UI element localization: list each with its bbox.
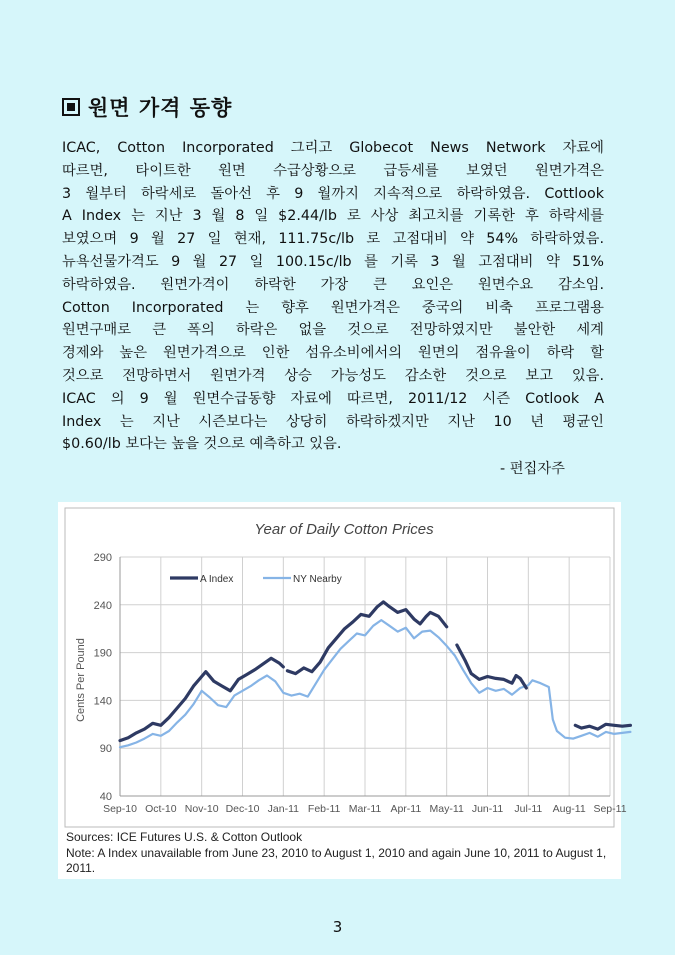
cotton-price-figure bbox=[58, 502, 627, 879]
paragraph-line: 따르면, 타이트한 원면 수급상황으로 급등세를 보였던 원면가격은 bbox=[62, 162, 604, 179]
paragraph-line: ICAC, Cotton Incorporated 그리고 Globecot News Network 자료에 bbox=[62, 140, 604, 156]
y-axis-label: Cents Per Pound bbox=[75, 638, 87, 722]
x-tick-label: Jun-11 bbox=[471, 803, 504, 815]
x-tick-label: Sep-11 bbox=[593, 803, 627, 815]
section-title: 원면 가격 동향 bbox=[88, 96, 233, 120]
x-tick-label: Dec-10 bbox=[225, 803, 260, 815]
x-tick-label: Sep-10 bbox=[103, 803, 137, 815]
x-tick-label: Nov-10 bbox=[184, 803, 219, 815]
x-tick-label: Jan-11 bbox=[267, 803, 299, 815]
y-tick-label: 290 bbox=[93, 552, 112, 564]
legend-label: A Index bbox=[200, 574, 234, 585]
paragraph-line: 것으로 전망하면서 원면가격 상승 가능성도 감소한 것으로 보고 있음. bbox=[62, 367, 604, 384]
paragraph-line: $0.60/lb 보다는 높을 것으로 예측하고 있음. bbox=[62, 436, 342, 453]
chart-sources bbox=[66, 830, 611, 877]
paragraph-line: ICAC 의 9 월 원면수급동향 자료에 따르면, 2011/12 시즌 Cotlook A bbox=[62, 390, 604, 407]
section-heading bbox=[62, 92, 232, 122]
note-line: Note: A Index unavailable from June 23, 2010 to August 1, 2010 and again June 10, 2011 to August 1, 2011. bbox=[66, 845, 607, 875]
x-tick-label: Oct-10 bbox=[145, 803, 177, 815]
paragraph-line: Index 는 지난 시즌보다는 상당히 하락하겠지만 지난 10 년 평균인 bbox=[62, 413, 604, 430]
sources-line: Sources: ICE Futures U.S. & Cotton Outlook bbox=[66, 830, 303, 844]
y-tick-label: 140 bbox=[93, 695, 112, 708]
cotton-price-chart bbox=[58, 502, 627, 827]
editor-signature: - 편집자주 bbox=[500, 461, 565, 477]
legend-label: NY Nearby bbox=[293, 574, 342, 585]
y-tick-label: 240 bbox=[93, 599, 112, 612]
y-tick-label: 190 bbox=[93, 647, 112, 660]
square-bullet-icon bbox=[62, 98, 80, 116]
x-tick-label: Jul-11 bbox=[514, 803, 543, 815]
x-tick-label: May-11 bbox=[429, 803, 464, 815]
x-tick-label: Mar-11 bbox=[348, 803, 382, 815]
paragraph-line: 보였으며 9 월 27 일 현재, 111.75c/lb 로 고점대비 약 54% 하락하였음. bbox=[62, 231, 604, 248]
paragraph-line: Cotton Incorporated 는 향후 원면가격은 중국의 비축 프로그램용 bbox=[62, 299, 604, 316]
x-tick-label: Feb-11 bbox=[307, 803, 341, 815]
page-number: 3 bbox=[332, 918, 343, 936]
x-tick-label: Apr-11 bbox=[390, 803, 422, 815]
paragraph-line: A Index 는 지난 3 월 8 일 $2.44/lb 로 사상 최고치를 기록한 후 하락세를 bbox=[62, 208, 604, 225]
y-tick-label: 90 bbox=[99, 743, 112, 756]
paragraph-line: 경제와 높은 원면가격으로 인한 섬유소비에서의 원면의 점유율이 하락 할 bbox=[62, 345, 604, 362]
y-tick-label: 40 bbox=[99, 791, 112, 803]
chart-title: Year of Daily Cotton Prices bbox=[254, 521, 434, 538]
body-paragraph bbox=[62, 137, 604, 456]
x-tick-label: Aug-11 bbox=[552, 803, 586, 815]
chart-frame bbox=[65, 508, 614, 827]
paragraph-line: 3 월부터 하락세로 돌아선 후 9 월까지 지속적으로 하락하였음. Cottlook bbox=[62, 185, 604, 202]
paragraph-line: 원면구매로 큰 폭의 하락은 없을 것으로 전망하였지만 불안한 세계 bbox=[62, 322, 604, 339]
paragraph-line: 뉴욕선물가격도 9 월 27 일 100.15c/lb 를 기록 3 월 고점대비 약 51% bbox=[62, 253, 604, 270]
paragraph-line: 하락하였음. 원면가격이 하락한 가장 큰 요인은 원면수요 감소임. bbox=[62, 276, 604, 293]
